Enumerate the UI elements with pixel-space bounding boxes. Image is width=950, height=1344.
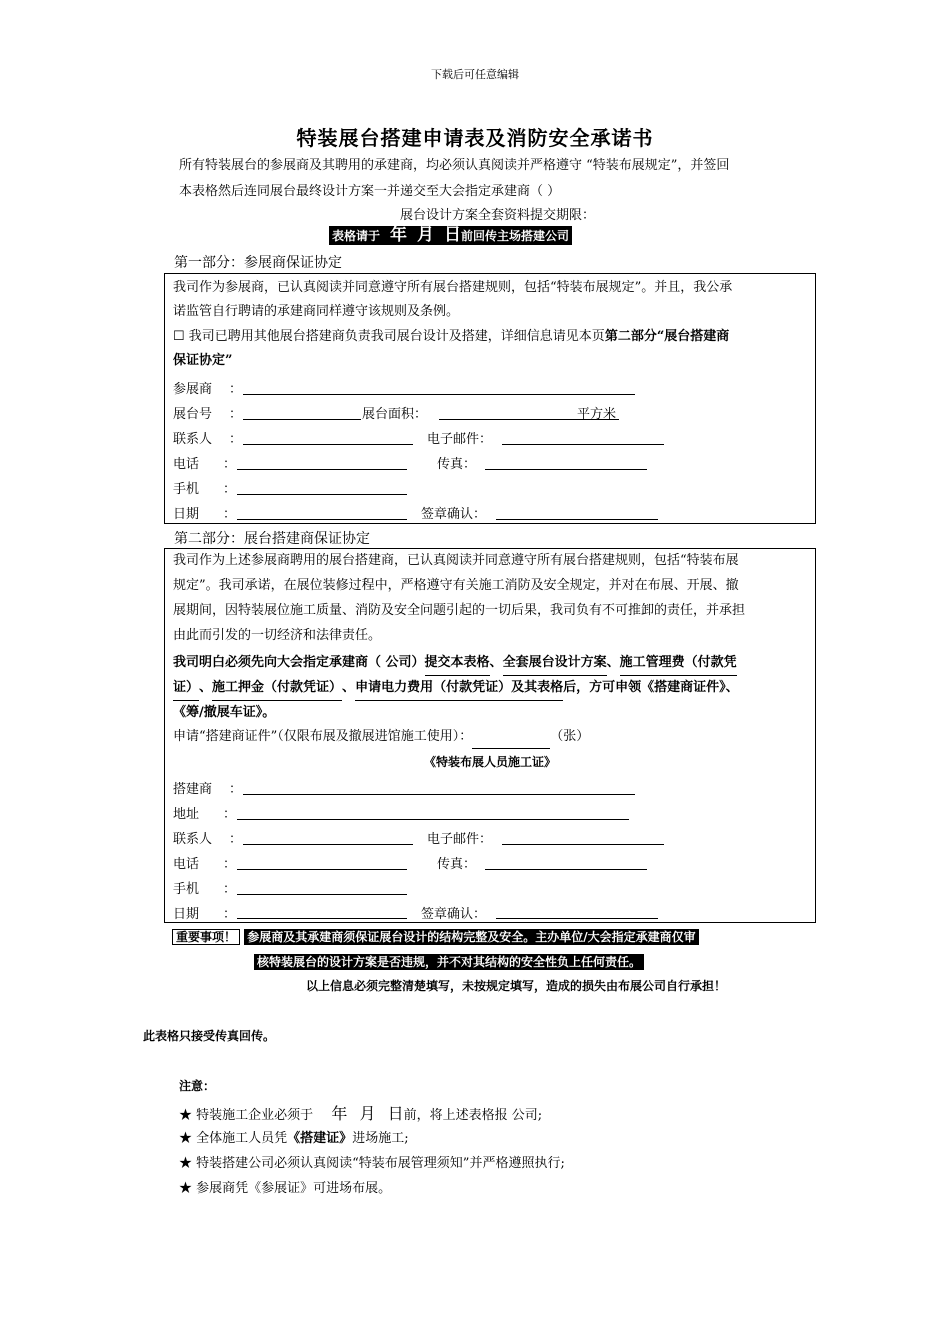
mobile-field[interactable] <box>237 494 407 495</box>
star-icon: ★ <box>179 1131 193 1146</box>
sign-label: 签章确认： <box>421 507 487 522</box>
important-line-3: 以上信息必须完整清楚填写，未按规定填写，造成的损失由布展公司自行承担！ <box>306 979 727 993</box>
builder-label: 搭建商 <box>173 782 213 797</box>
contact-label: 联系人 <box>173 832 213 847</box>
date-label: 日期 <box>173 907 200 922</box>
part2-requirements-1 <box>173 651 737 676</box>
note-year: 年 <box>331 1104 348 1123</box>
phone-label: 电话 <box>173 857 200 872</box>
part2-box <box>164 548 816 923</box>
mobile-label: 手机 <box>173 482 200 497</box>
apply-permit-line <box>173 725 589 749</box>
colon: ： <box>223 457 237 472</box>
banner-day: 日 <box>444 225 462 245</box>
sqm-unit: 平方米 <box>577 407 617 422</box>
colon: ： <box>229 407 243 422</box>
date-field[interactable] <box>237 918 407 919</box>
mobile-field[interactable] <box>237 894 407 895</box>
redaction-block <box>380 226 390 245</box>
req-sep: 、 <box>489 655 503 670</box>
part1-para2-bold: 第二部分“展台搭建商 <box>604 329 730 344</box>
permit-unit: （张） <box>550 729 590 744</box>
part2-para1-b: 规定”。我司承诺，在展位装修过程中，严格遵守有关施工消防及安全规定，并对在布展、开展、撤 <box>173 578 739 593</box>
address-field[interactable] <box>237 819 629 820</box>
important-text-1: 参展商及其承建商须保证展台设计的结构完整及安全。主办单位/大会指定承建商仅审 <box>244 929 698 945</box>
intro-line-1: 所有特装展台的参展商及其聘用的承建商，均必须认真阅读并严格遵守 “特装布展规定”，并签回 <box>179 158 730 173</box>
req-item: 施工管理费（付款凭 <box>620 651 737 676</box>
req-item: 申请电力费用（付款凭证）及其表格 <box>355 676 563 701</box>
note-text: 全体施工人员凭 <box>196 1131 288 1146</box>
req-text: 我司明白必须先向大会指定承建商（ 公司） <box>173 655 425 670</box>
note-text: 特装施工企业必须于 <box>196 1108 314 1123</box>
builder-field[interactable] <box>243 794 635 795</box>
req-sep: 、 <box>199 680 213 695</box>
booth-no-field[interactable] <box>243 419 361 420</box>
important-line-2 <box>254 953 644 970</box>
exhibitor-field[interactable] <box>243 394 635 395</box>
note-text: 进场施工; <box>352 1131 409 1146</box>
colon: ： <box>223 507 237 522</box>
date-label: 日期 <box>173 507 200 522</box>
phone-field[interactable] <box>237 869 407 870</box>
colon: ： <box>223 482 237 497</box>
permit-count-field[interactable] <box>472 732 550 749</box>
redaction-block <box>434 226 444 245</box>
req-item: 全套展台设计方案 <box>503 651 607 676</box>
date-field[interactable] <box>237 519 407 520</box>
deadline-banner <box>329 226 572 245</box>
redaction-block <box>407 226 417 245</box>
colon: ： <box>223 807 237 822</box>
address-label: 地址 <box>173 807 200 822</box>
deadline-label: 展台设计方案全套资料提交期限： <box>400 208 596 223</box>
note-item-4 <box>179 1177 391 1196</box>
part1-para2 <box>173 325 729 349</box>
req-item: 证） <box>173 676 199 701</box>
fax-field[interactable] <box>485 869 647 870</box>
sign-label: 签章确认： <box>421 907 487 922</box>
note-text: 特装搭建公司必须认真阅读“特装布展管理须知”并严格遵照执行; <box>196 1156 565 1171</box>
note-text: 前，将上述表格报 公司; <box>403 1108 543 1123</box>
email-label: 电子邮件： <box>427 432 493 447</box>
note-bold: 《搭建证》 <box>287 1131 353 1146</box>
colon: ： <box>223 907 237 922</box>
part2-para1-d: 由此而引发的一切经济和法律责任。 <box>173 628 382 643</box>
page-title: 特装展台搭建申请表及消防安全承诺书 <box>296 126 654 150</box>
contact-field[interactable] <box>243 444 413 445</box>
apply-permit-label: 申请“搭建商证件”（仅限布展及撤展进馆施工使用）： <box>173 729 473 744</box>
part2-para1-c: 展期间，因特装展位施工质量、消防及安全问题引起的一切后果，我司负有不可推卸的责任，并承担 <box>173 603 746 618</box>
note-text: 参展商凭《参展证》可进场布展。 <box>196 1181 392 1196</box>
colon: ： <box>229 782 243 797</box>
note-item-1 <box>179 1101 542 1124</box>
colon: ： <box>229 432 243 447</box>
subcontract-checkbox[interactable]: ☐ <box>173 329 185 344</box>
part1-para1-b: 诺监管自行聘请的承建商同样遵守该规则及条例。 <box>173 304 460 319</box>
fax-field[interactable] <box>485 469 647 470</box>
important-text-2: 核特装展台的设计方案是否违规，并不对其结构的安全性负上任何责任。 <box>254 954 644 970</box>
banner-month: 月 <box>417 225 435 245</box>
part1-heading: 第一部分：参展商保证协定 <box>174 255 342 271</box>
req-item: 施工押金（付款凭证） <box>212 676 342 701</box>
colon: ： <box>229 832 243 847</box>
phone-field[interactable] <box>237 469 407 470</box>
fax-label: 传真： <box>437 457 477 472</box>
mobile-label: 手机 <box>173 882 200 897</box>
note-item-2 <box>179 1127 409 1146</box>
colon: ： <box>229 382 243 397</box>
req-sep: 、 <box>606 655 620 670</box>
contact-label: 联系人 <box>173 432 213 447</box>
booth-area-label: 展台面积： <box>362 407 428 422</box>
part1-para1-a: 我司作为参展商，已认真阅读并同意遵守所有展台搭建规则，包括“特装布展规定”。并且，我公承 <box>173 280 733 295</box>
exhibitor-label: 参展商 <box>173 382 213 397</box>
email-label: 电子邮件： <box>427 832 493 847</box>
fax-only-note: 此表格只接受传真回传。 <box>143 1029 276 1043</box>
star-icon: ★ <box>179 1181 193 1196</box>
part1-para2-b: 保证协定” <box>173 353 233 368</box>
email-field[interactable] <box>502 444 664 445</box>
star-icon: ★ <box>179 1156 193 1171</box>
booth-no-label: 展台号 <box>173 407 213 422</box>
fax-label: 传真： <box>437 857 477 872</box>
colon: ： <box>223 857 237 872</box>
part2-para1-a: 我司作为上述参展商聘用的展台搭建商，已认真阅读并同意遵守所有展台搭建规则，包括“特装布展 <box>173 553 739 568</box>
banner-suffix: 前回传主场搭建公司 <box>461 229 570 243</box>
contact-field[interactable] <box>243 844 413 845</box>
banner-prefix: 表格请于 <box>332 229 381 243</box>
req-sep: 、 <box>342 680 356 695</box>
note-item-3 <box>179 1152 565 1171</box>
part2-requirements-2 <box>173 676 739 701</box>
email-field[interactable] <box>502 844 664 845</box>
header-note: 下载后可任意编辑 <box>431 68 519 81</box>
colon: ： <box>223 882 237 897</box>
note-day: 日 <box>387 1104 404 1123</box>
important-tag: 重要事项！ <box>172 929 240 945</box>
phone-label: 电话 <box>173 457 200 472</box>
banner-year: 年 <box>390 225 408 245</box>
sign-field[interactable] <box>496 519 658 520</box>
note-month: 月 <box>359 1104 376 1123</box>
part2-heading: 第二部分：展台搭建商保证协定 <box>174 531 370 547</box>
notes-title: 注意： <box>179 1079 216 1093</box>
part1-para2-text: 我司已聘用其他展台搭建商负责我司展台设计及搭建，详细信息请见本页 <box>188 329 605 344</box>
part2-requirements-3: 《筹/撤展车证》。 <box>173 705 276 720</box>
permit-title: 《特装布展人员施工证》 <box>423 755 556 769</box>
req-item: 提交本表格 <box>425 651 490 676</box>
sign-field[interactable] <box>496 918 658 919</box>
star-icon: ★ <box>179 1108 193 1123</box>
part1-box <box>164 273 816 524</box>
req-text: 后，方可申领《搭建商证件》、 <box>563 680 739 695</box>
important-line-1 <box>172 928 699 945</box>
intro-line-2: 本表格然后连同展台最终设计方案一并递交至大会指定承建商（ ） <box>179 184 561 199</box>
